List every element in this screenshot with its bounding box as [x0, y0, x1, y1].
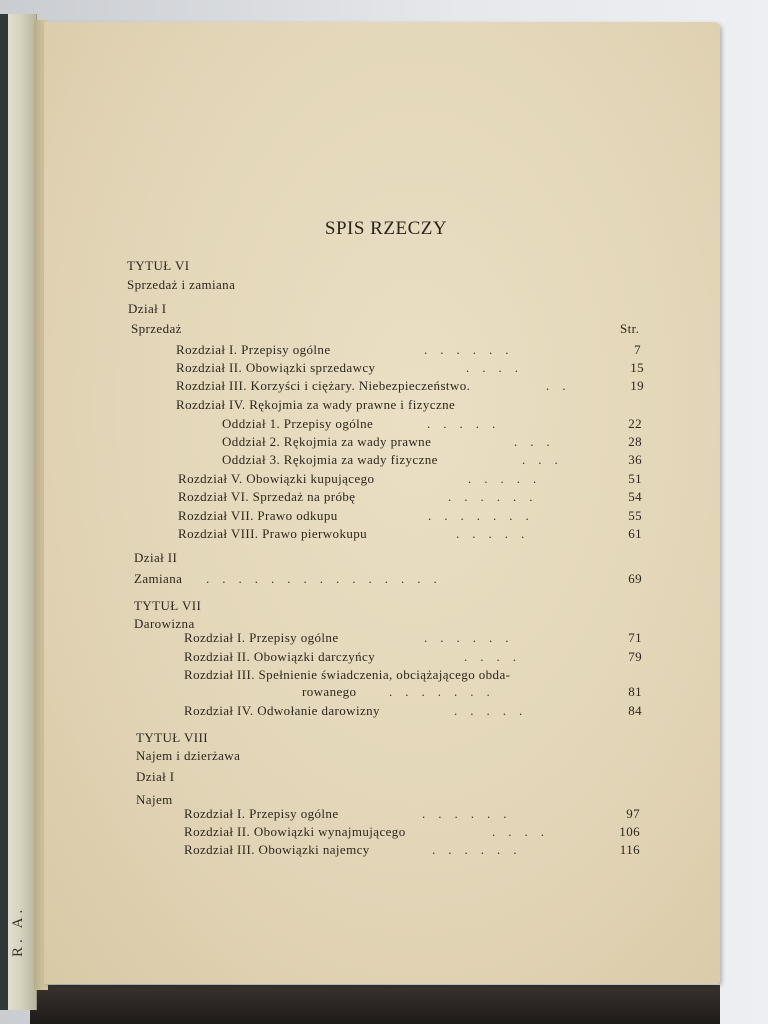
toc-entry-page: 28	[628, 434, 642, 449]
toc-entry-label: Rozdział IV. Rękojmia za wady prawne i fizyczne	[176, 397, 456, 412]
toc-entry[interactable]	[134, 571, 642, 587]
toc-entry[interactable]	[222, 434, 642, 450]
toc-entry-page: 22	[628, 416, 642, 431]
page-title: SPIS RZECZY	[324, 218, 448, 239]
toc-entry-label: Rozdział I. Przepisy ogólne	[184, 806, 339, 821]
dzial-title-najem: Najem	[136, 792, 173, 807]
leader-dots: ......	[432, 842, 530, 857]
toc-entry[interactable]	[178, 471, 642, 487]
leader-dots: ......	[448, 489, 546, 504]
book-bottom-edge	[30, 985, 720, 1024]
section-subtitle-darowizna: Darowizna	[134, 616, 195, 631]
dzial-title-sprzedaz: Sprzedaż	[131, 321, 182, 336]
toc-entry[interactable]	[222, 416, 642, 432]
toc-entry-label: Rozdział I. Przepisy ogólne	[176, 342, 331, 357]
toc-entry[interactable]	[176, 342, 641, 358]
toc-entry[interactable]	[176, 378, 644, 394]
leader-dots: ...	[514, 434, 563, 449]
leader-dots: ....	[492, 824, 557, 839]
section-subtitle-najem-dzierzawa: Najem i dzierżawa	[136, 748, 241, 763]
toc-entry-page: 51	[628, 471, 642, 486]
book-cover-spine	[0, 14, 37, 1010]
dzial-heading: Dział I	[128, 301, 167, 316]
spine-binding	[0, 14, 8, 1010]
leader-dots: .....	[468, 471, 550, 486]
toc-entry-label: Oddział 2. Rękojmia za wady prawne	[222, 434, 432, 449]
dzial-heading: Dział I	[136, 769, 175, 784]
page-column-label: Str.	[620, 321, 640, 336]
leader-dots: .....	[454, 703, 536, 718]
toc-entry-label: rowanego	[302, 684, 357, 699]
leader-dots: ......	[422, 806, 520, 821]
toc-entry[interactable]	[184, 630, 642, 646]
toc-entry-page: 19	[630, 378, 644, 393]
toc-entry[interactable]	[176, 360, 644, 376]
toc-entry[interactable]	[178, 526, 642, 542]
toc-entry-label: Rozdział II. Obowiązki wynajmującego	[184, 824, 406, 839]
toc-entry-label: Rozdział IV. Odwołanie darowizny	[184, 703, 380, 718]
toc-entry-label: Rozdział VI. Sprzedaż na próbę	[178, 489, 356, 504]
toc-entry[interactable]	[184, 842, 640, 858]
leader-dots: ....	[464, 649, 529, 664]
toc-entry-page: 71	[628, 630, 642, 645]
toc-entry-label: Rozdział VIII. Prawo pierwokupu	[178, 526, 368, 541]
toc-entry[interactable]	[222, 452, 642, 468]
toc-entry-label: Rozdział II. Obowiązki darczyńcy	[184, 649, 376, 664]
toc-entry-page: 36	[628, 452, 642, 467]
leader-dots: ......	[424, 342, 522, 357]
toc-entry-page: 61	[628, 526, 642, 541]
toc-entry[interactable]	[184, 684, 642, 700]
toc-entry-label: Oddział 3. Rękojmia za wady fizyczne	[222, 452, 438, 467]
leader-dots: .....	[456, 526, 538, 541]
toc-entry-label: Rozdział III. Obowiązki najemcy	[184, 842, 370, 857]
leader-dots: ...	[522, 452, 571, 467]
toc-entry-label: Rozdział III. Spełnienie świadczenia, obciążającego obda-	[184, 667, 511, 682]
toc-entry-page: 79	[628, 649, 642, 664]
section-heading-tytul-7: TYTUŁ VII	[134, 598, 202, 613]
toc-entry-page: 116	[619, 842, 640, 857]
toc-entry-label: Oddział 1. Przepisy ogólne	[222, 416, 374, 431]
leader-dots: ...............	[206, 571, 450, 586]
section-heading-tytul-6: TYTUŁ VI	[127, 258, 190, 273]
toc-entry[interactable]	[184, 806, 640, 822]
toc-entry[interactable]	[178, 489, 642, 505]
toc-entry[interactable]	[184, 824, 640, 840]
toc-entry-label: Rozdział VII. Prawo odkupu	[178, 508, 338, 523]
toc-entry-label: Rozdział II. Obowiązki sprzedawcy	[176, 360, 376, 375]
toc-entry-label: Rozdział I. Przepisy ogólne	[184, 630, 339, 645]
toc-entry[interactable]	[178, 508, 642, 524]
toc-entry-page: 54	[628, 489, 642, 504]
leader-dots: ..	[546, 378, 579, 393]
leader-dots: ....	[466, 360, 531, 375]
toc-entry-label: Zamiana	[134, 571, 183, 586]
toc-entry-page: 69	[628, 571, 642, 586]
leader-dots: .......	[389, 684, 503, 699]
section-heading-tytul-8: TYTUŁ VIII	[136, 730, 208, 745]
toc-entry-label: Rozdział V. Obowiązki kupującego	[178, 471, 375, 486]
toc-entry-page: 55	[628, 508, 642, 523]
toc-entry[interactable]	[184, 649, 642, 665]
toc-entry-page: 97	[626, 806, 640, 821]
toc-entry-page: 81	[628, 684, 642, 699]
leader-dots: .......	[428, 508, 542, 523]
toc-entry-page: 106	[619, 824, 640, 839]
leader-dots: ......	[424, 630, 522, 645]
spine-text	[10, 935, 27, 957]
section-subtitle-sprzedaz-zamiana: Sprzedaż i zamiana	[127, 277, 236, 292]
book-page	[44, 22, 720, 984]
toc-entry[interactable]	[184, 703, 642, 719]
toc-entry-page: 7	[634, 342, 641, 357]
toc-entry-label: Rozdział III. Korzyści i ciężary. Niebezpieczeństwo.	[176, 378, 471, 393]
leader-dots: .....	[427, 416, 509, 431]
toc-entry-page: 15	[630, 360, 644, 375]
dzial-heading: Dział II	[134, 550, 178, 565]
toc-entry-page: 84	[628, 703, 642, 718]
